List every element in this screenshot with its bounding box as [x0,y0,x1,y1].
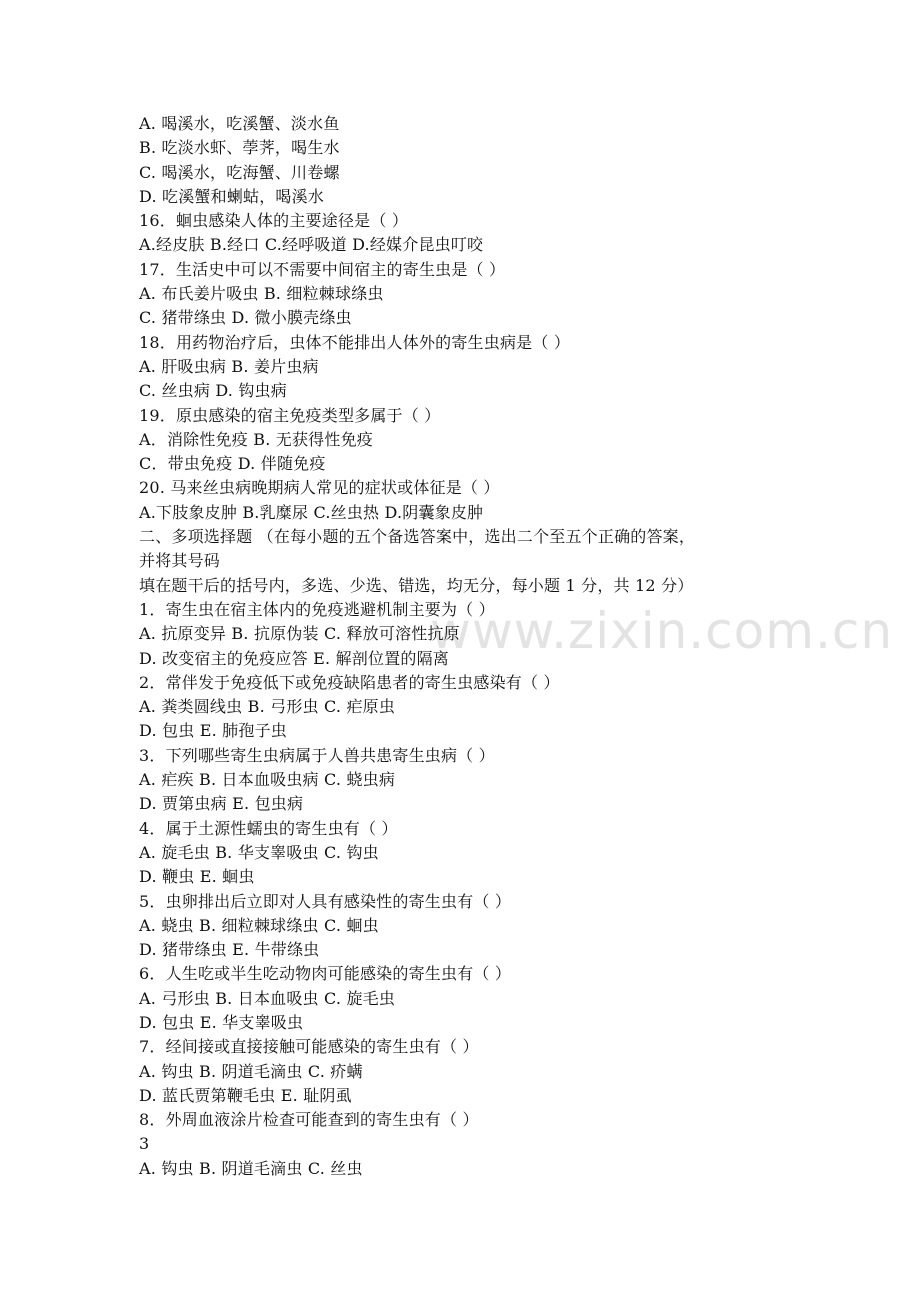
text-line: 16．蛔虫感染人体的主要途径是（ ） [139,211,409,231]
text-line: A. 旋毛虫 B. 华支睾吸虫 C. 钩虫 [139,842,379,862]
text-line: 19．原虫感染的宿主免疫类型多属于（ ） [139,405,441,425]
document-body [139,112,799,1181]
text-line: A. 抗原变异 B. 抗原伪装 C. 释放可溶性抗原 [139,624,460,644]
text-line: 17．生活史中可以不需要中间宿主的寄生虫是（ ） [139,259,506,279]
text-line: B. 吃淡水虾、荸荠，喝生水 [139,138,340,158]
text-line: C. 喝溪水，吃海蟹、川卷螺 [139,162,340,182]
text-line: A. 弓形虫 B. 日本血吸虫 C. 旋毛虫 [139,988,396,1008]
text-line: 6．人生吃或半生吃动物肉可能感染的寄生虫有（ ） [139,964,512,984]
text-line: A. 粪类圆线虫 B. 弓形虫 C. 疟原虫 [139,697,396,717]
text-line: D. 包虫 E. 华支睾吸虫 [139,1012,304,1032]
text-line: D. 鞭虫 E. 蛔虫 [139,867,255,887]
text-line: A.经皮肤 B.经口 C.经呼吸道 D.经媒介昆虫叮咬 [139,235,484,255]
text-line: A. 钩虫 B. 阴道毛滴虫 C. 丝虫 [139,1158,363,1178]
text-line: A. 布氏姜片吸虫 B. 细粒棘球绦虫 [139,284,384,304]
text-line: C. 丝虫病 D. 钩虫病 [139,381,287,401]
text-line: A. 钩虫 B. 阴道毛滴虫 C. 疥螨 [139,1061,363,1081]
text-line: 3．下列哪些寄生虫病属于人兽共患寄生虫病（ ） [139,745,495,765]
text-line: A.下肢象皮肿 B.乳糜尿 C.丝虫热 D.阴囊象皮肿 [139,502,484,522]
text-line: A. 疟疾 B. 日本血吸虫病 C. 蛲虫病 [139,770,396,790]
text-line: 3 [139,1134,150,1154]
text-line: D. 包虫 E. 肺孢子虫 [139,721,287,741]
text-line: 5．虫卵排出后立即对人具有感染性的寄生虫有（ ） [139,891,512,911]
text-line: C. 猪带绦虫 D. 微小膜壳绦虫 [139,308,352,328]
text-line: 4．属于土源性蠕虫的寄生虫有（ ） [139,818,398,838]
text-line: D. 贾第虫病 E. 包虫病 [139,794,304,814]
text-line: D. 改变宿主的免疫应答 E. 解剖位置的隔离 [139,648,449,668]
text-line: D. 吃溪蟹和蝲蛄，喝溪水 [139,186,325,206]
text-line: D. 猪带绦虫 E. 牛带绦虫 [139,940,320,960]
text-line: 20. 马来丝虫病晚期病人常见的症状或体征是（ ） [139,478,500,498]
text-line: A. 肝吸虫病 B. 姜片虫病 [139,356,319,376]
text-line: 7．经间接或直接接触可能感染的寄生虫有（ ） [139,1037,479,1057]
text-line: 二、多项选择题 （在每小题的五个备选答案中，选出二个至五个正确的答案， [139,527,696,547]
text-line: C．带虫免疫 D. 伴随免疫 [139,454,326,474]
text-line: D. 蓝氏贾第鞭毛虫 E. 耻阴虱 [139,1085,352,1105]
watermark: www.zixin.com.cn [430,602,894,660]
text-line: A. 喝溪水，吃溪蟹、淡水鱼 [139,114,340,133]
text-line: 并将其号码 [139,551,221,571]
text-line: A. 蛲虫 B. 细粒棘球绦虫 C. 蛔虫 [139,915,379,935]
text-line: 8．外周血液涂片检查可能查到的寄生虫有（ ） [139,1110,479,1130]
text-line: A．消除性免疫 B. 无获得性免疫 [139,429,373,449]
text-line: 填在题干后的括号内，多选、少选、错选，均无分，每小题 1 分，共 12 分） [139,575,694,595]
text-line: 18．用药物治疗后，虫体不能排出人体外的寄生虫病是（ ） [139,332,571,352]
text-line: 1．寄生虫在宿主体内的免疫逃避机制主要为（ ） [139,599,495,619]
text-line: 2．常伴发于免疫低下或免疫缺陷患者的寄生虫感染有（ ） [139,672,560,692]
